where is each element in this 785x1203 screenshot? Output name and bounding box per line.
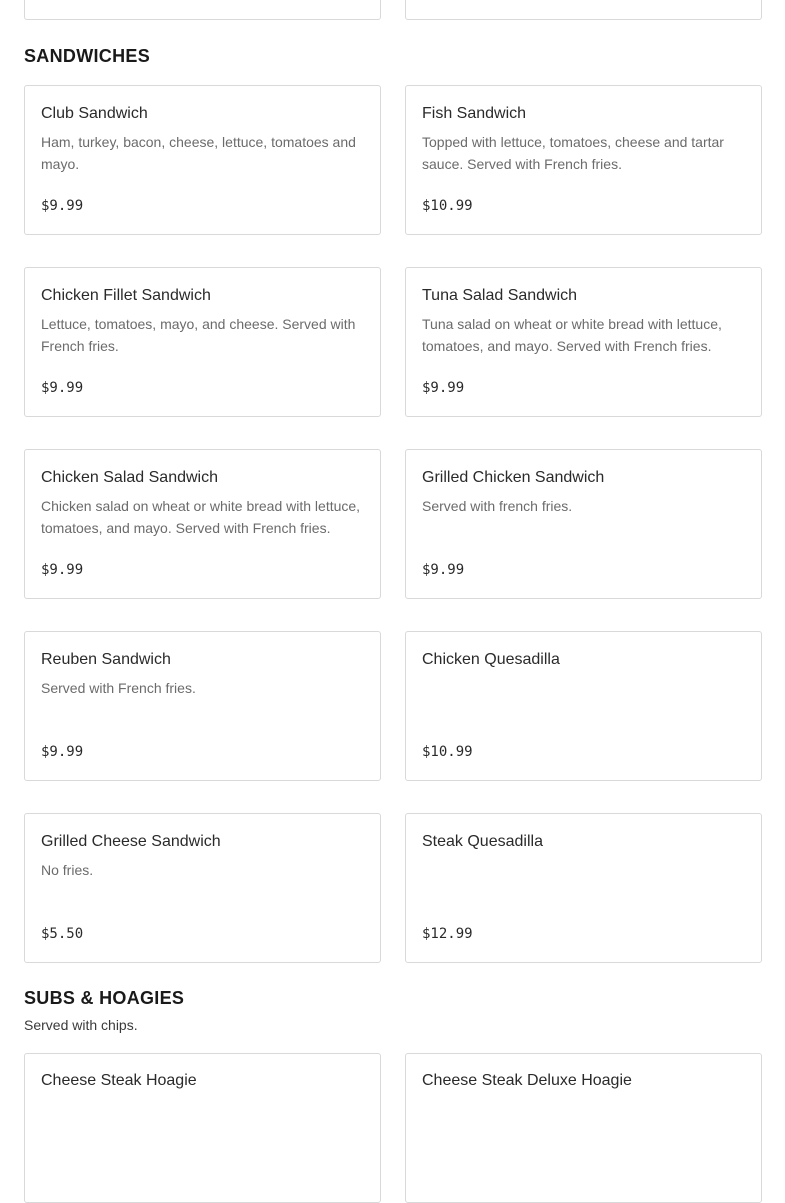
item-name: Grilled Chicken Sandwich [422,469,605,486]
item-price: $9.99 [41,380,84,396]
item-name: Fish Sandwich [422,105,527,122]
menu-item-card-previous-left[interactable] [24,0,381,20]
item-name: Chicken Quesadilla [422,651,560,668]
item-name: Grilled Cheese Sandwich [41,833,221,850]
item-price: $9.99 [41,744,84,760]
menu-item-grilled-cheese-sandwich[interactable] [24,813,381,963]
menu-item-tuna-salad-sandwich[interactable] [405,267,762,417]
menu-item-chicken-salad-sandwich[interactable] [24,449,381,599]
item-description: Tuna salad on wheat or white bread with lettuce, tomatoes, and mayo. Served with French fries. [422,316,722,354]
menu-item-club-sandwich[interactable] [24,85,381,235]
item-description: Served with French fries. [41,680,196,696]
menu-item-chicken-quesadilla[interactable] [405,631,762,781]
item-description: Lettuce, tomatoes, mayo, and cheese. Served with French fries. [41,316,356,354]
item-name: Tuna Salad Sandwich [422,287,578,304]
item-name: Chicken Fillet Sandwich [41,287,211,304]
menu-item-steak-quesadilla[interactable] [405,813,762,963]
item-name: Cheese Steak Deluxe Hoagie [422,1072,632,1089]
item-name: Reuben Sandwich [41,651,171,668]
item-description: Topped with lettuce, tomatoes, cheese and tartar sauce. Served with French fries. [422,134,724,172]
item-price: $9.99 [41,562,84,578]
item-name: Club Sandwich [41,105,148,122]
item-description: Chicken salad on wheat or white bread with lettuce, tomatoes, and mayo. Served with French fries. [41,498,361,536]
item-name: Chicken Salad Sandwich [41,469,218,486]
item-price: $9.99 [422,562,465,578]
menu-item-reuben-sandwich[interactable] [24,631,381,781]
menu-item-fish-sandwich[interactable] [405,85,762,235]
menu-item-card-previous-right[interactable] [405,0,762,20]
menu-item-cheese-steak-deluxe-hoagie[interactable] [405,1053,762,1203]
menu-item-cheese-steak-hoagie[interactable] [24,1053,381,1203]
item-description: Served with french fries. [422,498,573,514]
item-description: Ham, turkey, bacon, cheese, lettuce, tomatoes and mayo. [41,134,356,172]
item-price: $9.99 [41,198,84,214]
section-title-sandwiches: SANDWICHES [24,46,151,66]
section-description: Served with chips. [24,1017,138,1033]
menu-item-grilled-chicken-sandwich[interactable] [405,449,762,599]
item-price: $10.99 [422,198,473,214]
item-name: Steak Quesadilla [422,833,543,850]
section-title-subs-hoagies: SUBS & HOAGIES [24,988,185,1008]
item-description: No fries. [41,862,94,878]
item-price: $9.99 [422,380,465,396]
item-price: $10.99 [422,744,473,760]
item-price: $12.99 [422,926,473,942]
item-price: $5.50 [41,926,84,942]
item-name: Cheese Steak Hoagie [41,1072,197,1089]
menu-item-chicken-fillet-sandwich[interactable] [24,267,381,417]
